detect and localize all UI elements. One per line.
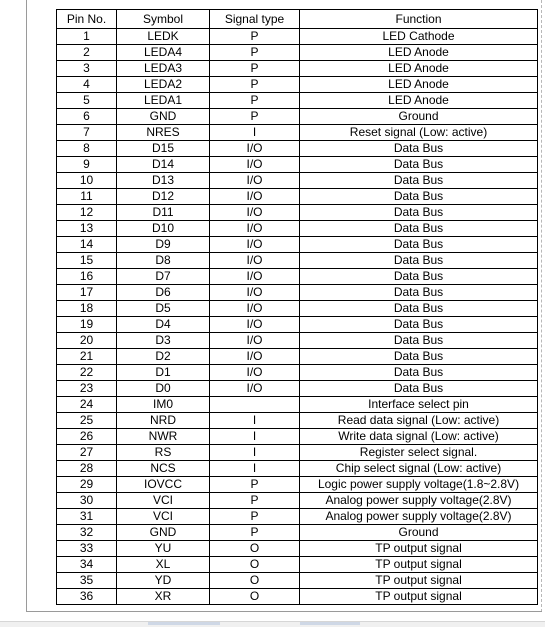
cell-pin-no: 28 (57, 461, 117, 477)
table-row (57, 509, 538, 525)
cell-symbol: NWR (117, 429, 210, 445)
cell-signal-type: O (210, 541, 300, 557)
table-row (57, 541, 538, 557)
cell-symbol: YU (117, 541, 210, 557)
cell-function: Data Bus (300, 157, 538, 173)
table-row (57, 157, 538, 173)
cell-symbol: D1 (117, 365, 210, 381)
cell-function: Data Bus (300, 173, 538, 189)
cell-pin-no: 12 (57, 205, 117, 221)
cell-symbol: GND (117, 109, 210, 125)
cell-symbol: D12 (117, 189, 210, 205)
cell-function: Data Bus (300, 301, 538, 317)
cell-pin-no: 27 (57, 445, 117, 461)
cell-function: TP output signal (300, 589, 538, 605)
table-row (57, 93, 538, 109)
cell-function: Data Bus (300, 317, 538, 333)
table-row (57, 301, 538, 317)
cell-pin-no: 20 (57, 333, 117, 349)
table-row (57, 589, 538, 605)
table-row (57, 221, 538, 237)
cell-signal-type (210, 397, 300, 413)
cell-symbol: D2 (117, 349, 210, 365)
table-row (57, 269, 538, 285)
cell-symbol: D11 (117, 205, 210, 221)
cell-pin-no: 21 (57, 349, 117, 365)
cell-function: Ground (300, 525, 538, 541)
cell-signal-type: I/O (210, 173, 300, 189)
cell-pin-no: 5 (57, 93, 117, 109)
cell-symbol: YD (117, 573, 210, 589)
cell-pin-no: 13 (57, 221, 117, 237)
cell-function: Data Bus (300, 349, 538, 365)
cell-signal-type: I/O (210, 237, 300, 253)
table-row (57, 141, 538, 157)
table-row (57, 461, 538, 477)
cell-symbol: D4 (117, 317, 210, 333)
cell-pin-no: 23 (57, 381, 117, 397)
table-row (57, 397, 538, 413)
cell-symbol: D14 (117, 157, 210, 173)
cell-pin-no: 19 (57, 317, 117, 333)
cell-function: Analog power supply voltage(2.8V) (300, 493, 538, 509)
cell-function: Write data signal (Low: active) (300, 429, 538, 445)
header-symbol: Symbol (117, 10, 210, 29)
cell-signal-type: O (210, 573, 300, 589)
cell-signal-type: P (210, 493, 300, 509)
table-row (57, 237, 538, 253)
cell-signal-type: P (210, 61, 300, 77)
cell-pin-no: 14 (57, 237, 117, 253)
cell-signal-type: P (210, 77, 300, 93)
header-function: Function (300, 10, 538, 29)
cell-function: LED Cathode (300, 29, 538, 45)
cell-signal-type: I/O (210, 285, 300, 301)
cell-function: Data Bus (300, 365, 538, 381)
cell-pin-no: 8 (57, 141, 117, 157)
cell-symbol: LEDA1 (117, 93, 210, 109)
cell-function: Analog power supply voltage(2.8V) (300, 509, 538, 525)
cell-signal-type: O (210, 557, 300, 573)
cell-function: TP output signal (300, 541, 538, 557)
cell-pin-no: 33 (57, 541, 117, 557)
cell-symbol: LEDK (117, 29, 210, 45)
cell-function: Ground (300, 109, 538, 125)
table-row (57, 77, 538, 93)
cell-pin-no: 22 (57, 365, 117, 381)
cell-pin-no: 3 (57, 61, 117, 77)
table-row (57, 285, 538, 301)
cell-symbol: XR (117, 589, 210, 605)
cell-signal-type: I/O (210, 221, 300, 237)
cell-pin-no: 24 (57, 397, 117, 413)
cell-symbol: GND (117, 525, 210, 541)
table-row (57, 45, 538, 61)
cell-symbol: VCI (117, 493, 210, 509)
cell-pin-no: 32 (57, 525, 117, 541)
table-row (57, 413, 538, 429)
cell-symbol: RS (117, 445, 210, 461)
table-row (57, 189, 538, 205)
cell-symbol: D0 (117, 381, 210, 397)
cell-signal-type: I (210, 445, 300, 461)
cell-function: LED Anode (300, 93, 538, 109)
table-row (57, 109, 538, 125)
cell-pin-no: 11 (57, 189, 117, 205)
cell-signal-type: P (210, 525, 300, 541)
cell-function: Data Bus (300, 285, 538, 301)
cell-pin-no: 29 (57, 477, 117, 493)
cell-signal-type: P (210, 93, 300, 109)
cell-symbol: D8 (117, 253, 210, 269)
cell-signal-type: I (210, 461, 300, 477)
cell-function: LED Anode (300, 77, 538, 93)
cell-pin-no: 2 (57, 45, 117, 61)
cell-signal-type: P (210, 109, 300, 125)
cell-symbol: LEDA2 (117, 77, 210, 93)
table-row (57, 557, 538, 573)
cell-symbol: XL (117, 557, 210, 573)
cell-function: Interface select pin (300, 397, 538, 413)
cell-signal-type: P (210, 45, 300, 61)
cell-signal-type: I (210, 413, 300, 429)
cell-function: LED Anode (300, 45, 538, 61)
cell-signal-type: I/O (210, 189, 300, 205)
cell-symbol: LEDA4 (117, 45, 210, 61)
header-pin-no: Pin No. (57, 10, 117, 29)
cell-signal-type: O (210, 589, 300, 605)
cell-symbol: D5 (117, 301, 210, 317)
table-row (57, 125, 538, 141)
cell-pin-no: 34 (57, 557, 117, 573)
cell-pin-no: 7 (57, 125, 117, 141)
cell-pin-no: 35 (57, 573, 117, 589)
cell-function: Data Bus (300, 381, 538, 397)
page-frame-left-border (26, 0, 27, 612)
table-row (57, 333, 538, 349)
table-header-row (57, 10, 538, 29)
cell-pin-no: 25 (57, 413, 117, 429)
cell-function: TP output signal (300, 557, 538, 573)
cell-symbol: D13 (117, 173, 210, 189)
cell-symbol: NRES (117, 125, 210, 141)
cell-signal-type: I/O (210, 253, 300, 269)
table-row (57, 381, 538, 397)
table-row (57, 349, 538, 365)
cell-function: LED Anode (300, 61, 538, 77)
cell-signal-type: I/O (210, 381, 300, 397)
table-row (57, 205, 538, 221)
table-row (57, 429, 538, 445)
cell-symbol: D15 (117, 141, 210, 157)
cell-pin-no: 4 (57, 77, 117, 93)
cell-pin-no: 26 (57, 429, 117, 445)
horizontal-scrollbar-strip (0, 621, 545, 627)
cell-symbol: NCS (117, 461, 210, 477)
table-row (57, 61, 538, 77)
cell-signal-type: I/O (210, 333, 300, 349)
cell-signal-type: P (210, 29, 300, 45)
page-frame-bottom-border (26, 611, 542, 612)
cell-symbol: LEDA3 (117, 61, 210, 77)
table-row (57, 317, 538, 333)
table-row (57, 493, 538, 509)
cell-function: Data Bus (300, 141, 538, 157)
table-row (57, 445, 538, 461)
cell-pin-no: 31 (57, 509, 117, 525)
table-row (57, 365, 538, 381)
cell-signal-type: I/O (210, 141, 300, 157)
header-signal-type: Signal type (210, 10, 300, 29)
cell-symbol: IOVCC (117, 477, 210, 493)
ruler-mark (300, 622, 360, 625)
table-row (57, 525, 538, 541)
cell-signal-type: I/O (210, 269, 300, 285)
table-row (57, 173, 538, 189)
cell-symbol: D9 (117, 237, 210, 253)
cell-function: TP output signal (300, 573, 538, 589)
cell-function: Read data signal (Low: active) (300, 413, 538, 429)
cell-signal-type: I/O (210, 205, 300, 221)
cell-function: Logic power supply voltage(1.8~2.8V) (300, 477, 538, 493)
cell-signal-type: I/O (210, 349, 300, 365)
cell-symbol: D3 (117, 333, 210, 349)
cell-pin-no: 17 (57, 285, 117, 301)
cell-pin-no: 30 (57, 493, 117, 509)
cell-symbol: D6 (117, 285, 210, 301)
cell-function: Data Bus (300, 253, 538, 269)
cell-signal-type: I/O (210, 317, 300, 333)
cell-function: Data Bus (300, 237, 538, 253)
cell-function: Reset signal (Low: active) (300, 125, 538, 141)
ruler-mark (148, 622, 220, 625)
table-body (57, 29, 538, 605)
cell-signal-type: P (210, 477, 300, 493)
cell-function: Data Bus (300, 333, 538, 349)
cell-function: Data Bus (300, 189, 538, 205)
cell-pin-no: 6 (57, 109, 117, 125)
page-frame-right-border (541, 0, 542, 612)
cell-signal-type: I/O (210, 301, 300, 317)
cell-symbol: D10 (117, 221, 210, 237)
cell-symbol: IM0 (117, 397, 210, 413)
cell-function: Data Bus (300, 269, 538, 285)
cell-pin-no: 1 (57, 29, 117, 45)
cell-pin-no: 18 (57, 301, 117, 317)
cell-signal-type: I/O (210, 365, 300, 381)
table-row (57, 29, 538, 45)
cell-pin-no: 9 (57, 157, 117, 173)
cell-symbol: NRD (117, 413, 210, 429)
table-row (57, 573, 538, 589)
cell-function: Data Bus (300, 221, 538, 237)
cell-signal-type: I/O (210, 157, 300, 173)
cell-pin-no: 15 (57, 253, 117, 269)
cell-symbol: VCI (117, 509, 210, 525)
cell-function: Data Bus (300, 205, 538, 221)
cell-pin-no: 16 (57, 269, 117, 285)
cell-function: Register select signal. (300, 445, 538, 461)
cell-signal-type: I (210, 125, 300, 141)
table-row (57, 253, 538, 269)
cell-pin-no: 10 (57, 173, 117, 189)
pin-assignment-table (56, 9, 538, 605)
cell-symbol: D7 (117, 269, 210, 285)
cell-signal-type: P (210, 509, 300, 525)
cell-pin-no: 36 (57, 589, 117, 605)
cell-function: Chip select signal (Low: active) (300, 461, 538, 477)
cell-signal-type: I (210, 429, 300, 445)
table-row (57, 477, 538, 493)
